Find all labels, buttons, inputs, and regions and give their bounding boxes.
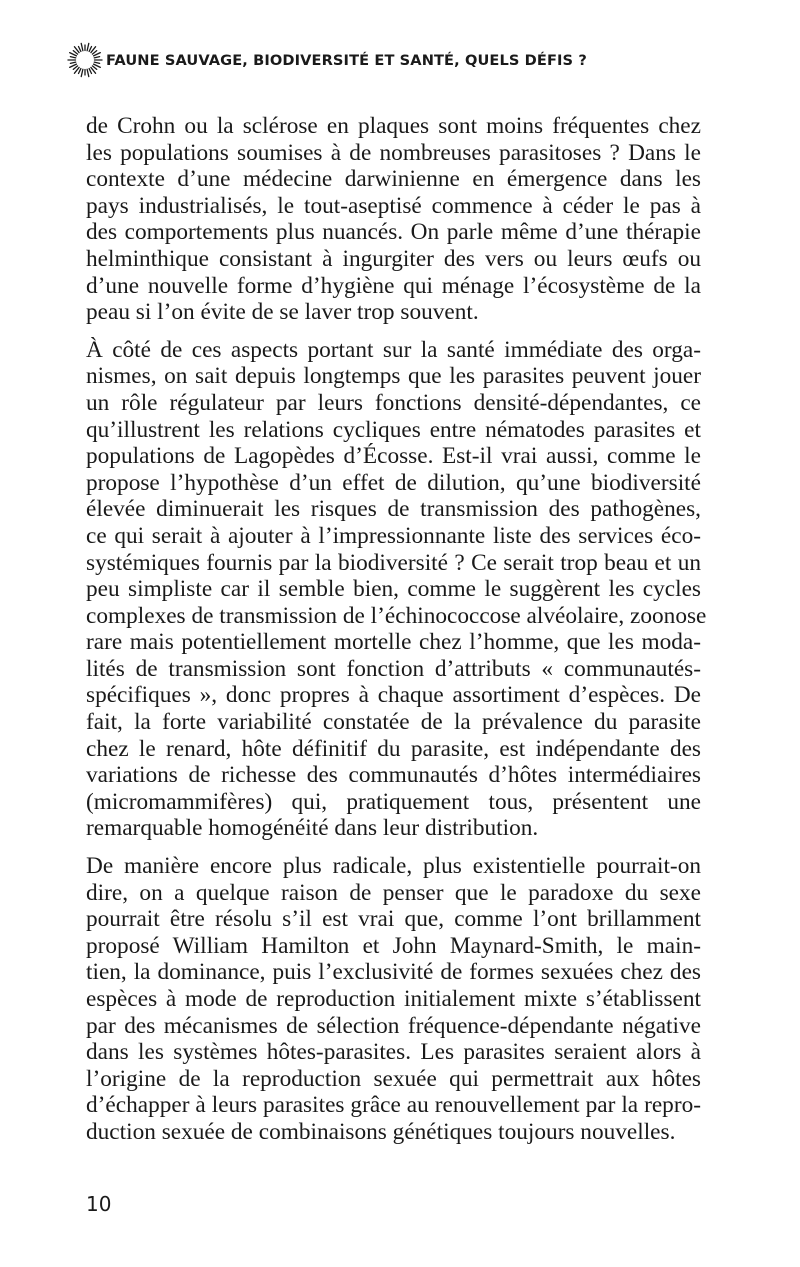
- text-line: un rôle régulateur par leurs fonctions densité-dépendantes, ce: [86, 389, 701, 416]
- text-line: qu’illustrent les relations cycliques entre nématodes parasites et: [86, 416, 701, 443]
- paragraph: [86, 336, 707, 842]
- text-line: À côté de ces aspects portant sur la santé immédiate des orga-: [86, 336, 701, 363]
- text-line: fait, la forte variabilité constatée de la prévalence du parasite: [86, 709, 701, 736]
- text-line: pays industrialisés, le tout-aseptisé commence à céder le pas à: [86, 192, 701, 219]
- text-line: variations de richesse des communautés d’hôtes intermédiaires: [86, 762, 701, 789]
- text-line: chez le renard, hôte définitif du parasite, est indépendante des: [86, 735, 701, 762]
- sunburst-ray: [89, 46, 91, 51]
- text-line: spécifiques », donc propres à chaque assortiment d’espèces. De: [86, 682, 701, 709]
- text-line: lités de transmission sont fonction d’attributs « communautés-: [86, 655, 701, 682]
- text-line: peau si l’on évite de se laver trop souvent.: [86, 299, 479, 326]
- text-line: ce qui serait à ajouter à l’impressionnante liste des services éco-: [86, 522, 701, 549]
- header-title: FAUNE SAUVAGE, BIODIVERSITÉ ET SANTÉ, QUELS DÉFIS ?: [106, 51, 587, 69]
- sunburst-ray: [87, 43, 89, 50]
- sunburst-ray: [92, 66, 96, 69]
- text-line: espèces à mode de reproduction initialement mixte s’établissent: [86, 986, 701, 1012]
- paragraph: [86, 113, 701, 326]
- running-header: [66, 38, 587, 82]
- sunburst-ray: [78, 46, 80, 51]
- paragraph: [86, 853, 701, 1146]
- text-line: dire, on a quelque raison de penser que le paradoxe du sexe: [86, 879, 701, 906]
- text-line: d’une nouvelle forme d’hygiène qui ménage l’écosystème de la: [86, 272, 701, 299]
- text-line: remarquable homogénéité dans leur distribution.: [86, 815, 539, 842]
- text-line: les populations soumises à de nombreuses parasitoses ? Dans le: [86, 139, 701, 166]
- text-line: duction sexuée de combinaisons génétiques toujours nouvelles.: [86, 1118, 676, 1145]
- sunburst-ray: [94, 57, 99, 58]
- text-line: des comportements plus nuancés. On parle même d’une thérapie: [86, 219, 701, 246]
- text-line: propose l’hypothèse d’un effet de dilution, qu’une biodiversité: [86, 469, 701, 496]
- text-line: populations de Lagopèdes d’Écosse. Est-il vrai aussi, comme le: [86, 443, 701, 470]
- text-line: pourrait être résolu s’il est vrai que, comme l’ont brillamment: [86, 906, 701, 933]
- sunburst-ray: [70, 62, 75, 63]
- text-line: contexte d’une médecine darwinienne en émergence dans les: [86, 166, 701, 193]
- sunburst-ray: [70, 57, 75, 58]
- text-line: de Crohn ou la sclérose en plaques sont moins fréquentes chez: [86, 113, 701, 139]
- sunburst-ray: [73, 66, 77, 69]
- text-line: par des mécanismes de sélection fréquence-dépendante négative: [86, 1012, 701, 1039]
- text-line: helminthique consistant à ingurgiter des vers ou leurs œufs ou: [86, 245, 701, 272]
- sunburst-ray: [89, 69, 91, 74]
- text-line: (micromammifères) qui, pratiquement tous, présentent une: [86, 788, 701, 815]
- text-line: nismes, on sait depuis longtemps que les parasites peuvent jouer: [86, 363, 701, 390]
- sunburst-ray: [94, 62, 99, 63]
- sunburst-ray: [92, 51, 96, 54]
- sunburst-ray: [78, 69, 80, 74]
- text-line: rare mais potentiellement mortelle chez l’homme, que les moda-: [86, 629, 701, 656]
- text-line: l’origine de la reproduction sexuée qui permettrait aux hôtes: [86, 1065, 701, 1092]
- sunburst-icon: [66, 41, 104, 79]
- sunburst-ray: [81, 69, 83, 76]
- body-text: [86, 113, 707, 1157]
- text-line: élevée diminuerait les risques de transmission des pathogènes,: [86, 496, 701, 523]
- text-line: peu simpliste car il semble bien, comme le suggèrent les cycles: [86, 576, 701, 603]
- page-number: 10: [86, 1192, 112, 1216]
- text-line: tien, la dominance, puis l’exclusivité de formes sexuées chez des: [86, 959, 701, 986]
- text-line: proposé William Hamilton et John Maynard-Smith, le main-: [86, 932, 701, 959]
- text-line: De manière encore plus radicale, plus existentielle pourrait-on: [86, 853, 701, 880]
- text-line: complexes de transmission de l’échinococcose alvéolaire, zoonose: [86, 602, 707, 629]
- sunburst-ray: [73, 51, 77, 54]
- text-line: d’échapper à leurs parasites grâce au renouvellement par la repro-: [86, 1092, 701, 1119]
- text-line: dans les systèmes hôtes-parasites. Les parasites seraient alors à: [86, 1039, 701, 1066]
- sunburst-ray: [87, 69, 89, 76]
- sunburst-ray: [81, 43, 83, 50]
- text-line: systémiques fournis par la biodiversité ? Ce serait trop beau et un: [86, 549, 701, 576]
